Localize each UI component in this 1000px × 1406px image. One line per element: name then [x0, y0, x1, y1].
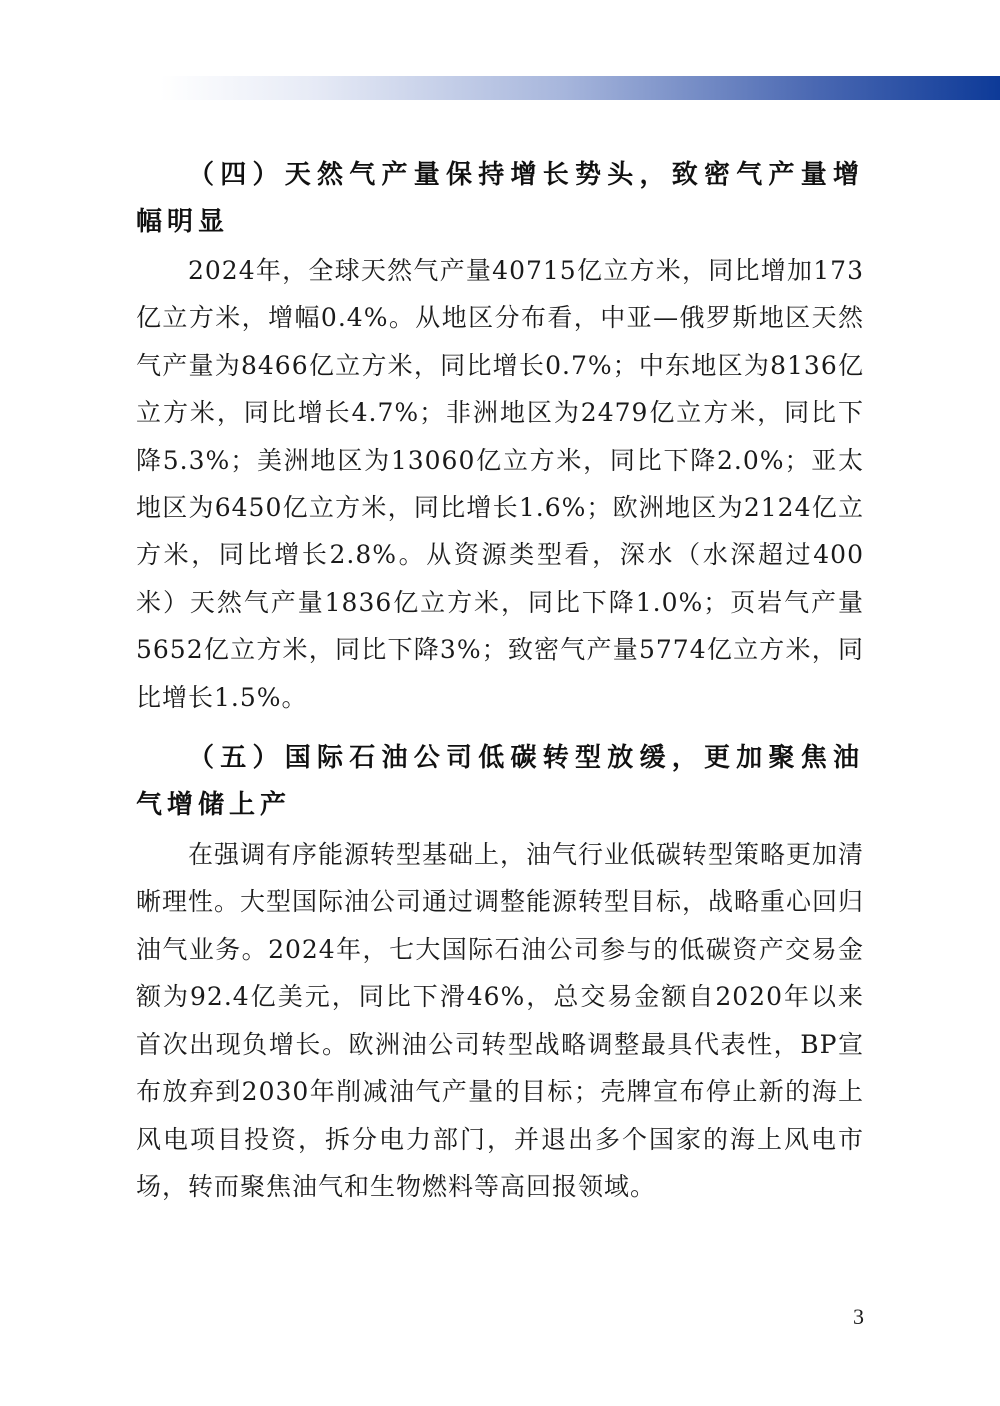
section-4-paragraph: 2024年，全球天然气产量40715亿立方米，同比增加173亿立方米，增幅0.4%。从地区分布看，中亚—俄罗斯地区天然气产量为8466亿立方米，同比增长0.7%；中东地区为8136亿立方米，同比增长4.7%；非洲地区为2479亿立方米，同比下降5.3%；美洲地区为13060亿立方米，同比下降2.0%；亚太地区为6450亿立方米，同比增长1.6%；欧洲地区为2124亿立方米，同比增长2.8%。从资源类型看，深水（水深超过400米）天然气产量1836亿立方米，同比下降1.0%；页岩气产量5652亿立方米，同比下降3%；致密气产量5774亿立方米，同比增长1.5%。	[136, 256, 864, 712]
section-5-paragraph: 在强调有序能源转型基础上，油气行业低碳转型策略更加清晰理性。大型国际油公司通过调整能源转型目标，战略重心回归油气业务。2024年，七大国际石油公司参与的低碳资产交易金额为92.4亿美元，同比下滑46%，总交易金额自2020年以来首次出现负增长。欧洲油公司转型战略调整最具代表性，BP宣布放弃到2030年削减油气产量的目标；壳牌宣布停止新的海上风电项目投资，拆分电力部门，并退出多个国家的海上风电市场，转而聚焦油气和生物燃料等高回报领域。	[136, 840, 865, 1201]
section-5-heading: （五）国际石油公司低碳转型放缓，更加聚焦油气增储上产	[136, 743, 864, 821]
document-body	[136, 152, 864, 1210]
page-number: 3	[853, 1304, 864, 1329]
header-decoration-bar	[160, 76, 1000, 100]
section-4-heading: （四）天然气产量保持增长势头，致密气产量增幅明显	[136, 160, 864, 237]
